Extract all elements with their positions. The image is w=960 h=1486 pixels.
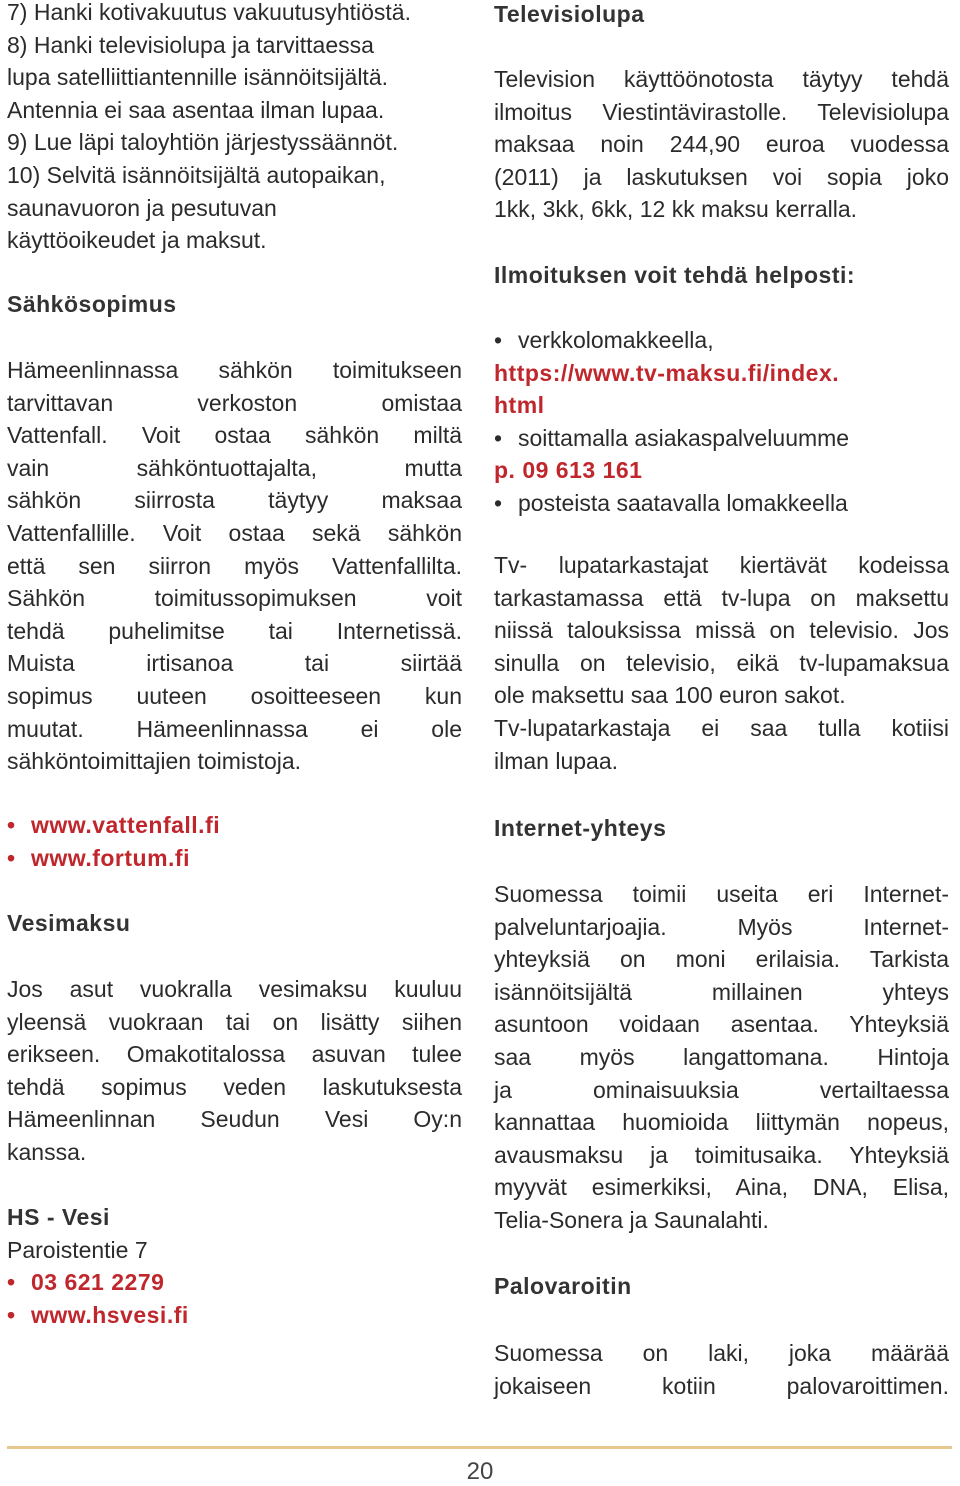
paragraph-line: tarvittavan verkoston omistaa [7,389,462,416]
fortum-link[interactable]: • www.fortum.fi [7,842,462,875]
paragraph-line: erikseen. Omakotitalossa asuvan tulee [7,1041,462,1068]
checklist-line: 10) Selvitä isännöitsijältä autopaikan, [7,161,386,188]
checklist-line: 8) Hanki televisiolupa ja tarvittaessa [7,31,374,58]
paragraph-line: ilmoitus Viestintävirastolle. Televisiolupa [494,98,949,125]
paragraph-line: sinulla on televisio, eikä tv-lupamaksua [494,649,949,676]
paragraph-line: palveluntarjoajia. Myös Internet- [494,913,949,940]
checklist-line: saunavuoron ja pesutuvan [7,194,277,221]
list-item: • verkkolomakkeella, [494,324,949,357]
paragraph-line: myyvät esimerkiksi, Aina, DNA, Elisa, [494,1174,949,1201]
palovaroitin-text [494,1337,949,1402]
hsvesi-contact [7,1201,462,1331]
paragraph-line: sähkön siirrosta täytyy maksaa [7,487,462,514]
hsvesi-web-link[interactable]: • www.hsvesi.fi [7,1299,462,1332]
paragraph-line: Muista irtisanoa tai siirtää [7,650,462,677]
paragraph-line: asuntoon voidaan asentaa. Yhteyksiä [494,1011,949,1038]
vattenfall-link[interactable]: • www.vattenfall.fi [7,809,462,842]
paragraph-line: yleensä vuokraan tai on lisätty siihen [7,1008,462,1035]
sahkosopimus-heading: Sähkösopimus [7,291,177,317]
paragraph-line: kanssa. [7,1138,87,1165]
footer-rule [7,1446,952,1449]
paragraph-line: (2011) ja laskutuksen voi sopia joko [494,163,949,190]
paragraph-line: Jos asut vuokralla vesimaksu kuuluu [7,976,462,1002]
paragraph-line: Tv- lupatarkastajat kiertävät kodeissa [494,552,949,578]
paragraph-line: Suomessa on laki, joka määrää [494,1340,949,1366]
internet-heading: Internet-yhteys [494,815,667,841]
hsvesi-phone[interactable]: • 03 621 2279 [7,1266,462,1299]
paragraph-line: ilman lupaa. [494,747,619,774]
paragraph-line: Sähkön toimitussopimuksen voit [7,585,462,612]
checklist-line: 9) Lue läpi taloyhtiön järjestyssäännöt. [7,129,399,156]
televisiolupa-heading: Televisiolupa [494,1,645,27]
paragraph-line: ole maksettu saa 100 euron sakot. [494,682,846,709]
paragraph-line: Telia-Sonera ja Saunalahti. [494,1206,769,1233]
checklist-line: Antennia ei saa asentaa ilman lupaa. [7,96,385,123]
customer-service-phone[interactable]: p. 09 613 161 [494,457,643,484]
paragraph-line: tehdä sopimus veden laskutuksesta [7,1073,462,1100]
paragraph-line: isännöitsijältä millainen yhteys [494,978,949,1005]
paragraph-line: niissä talouksissa missä on televisio. Jos [494,617,949,644]
paragraph-line: Vattenfall. Voit ostaa sähkön miltä [7,422,462,449]
paragraph-line: maksaa noin 244,90 euroa vuodessa [494,131,949,158]
sahkosopimus-text [7,354,462,778]
paragraph-line: sopimus uuteen osoitteeseen kun [7,682,462,709]
list-item: • soittamalla asiakaspalveluumme [494,422,949,455]
televisiolupa-text [494,63,949,226]
hsvesi-address: Paroistentie 7 [7,1236,148,1263]
paragraph-line: Hämeenlinnan Seudun Vesi Oy:n [7,1106,462,1133]
sahko-links [7,809,462,874]
paragraph-line: vain sähköntuottajalta, mutta [7,454,462,481]
paragraph-line: Tv-lupatarkastaja ei saa tulla kotiisi [494,714,949,741]
tv-maksu-link[interactable]: https://www.tv-maksu.fi/index. [494,359,840,386]
paragraph-line: Hämeenlinnassa sähkön toimitukseen [7,357,462,383]
vesimaksu-text [7,973,462,1169]
tarkastaja-text [494,549,949,777]
checklist-line: käyttöoikeudet ja maksut. [7,227,267,254]
paragraph-line: että sen siirron myös Vattenfallilta. [7,552,462,579]
paragraph-line: sähköntoimittajien toimistoja. [7,748,302,775]
paragraph-line: Vattenfallille. Voit ostaa sekä sähkön [7,519,462,546]
vesimaksu-heading: Vesimaksu [7,910,131,936]
hsvesi-name: HS - Vesi [7,1204,110,1230]
paragraph-line: muutat. Hämeenlinnassa ei ole [7,715,462,742]
ilmoitus-list [494,324,949,520]
paragraph-line: tarkastamassa että tv-lupa on maksettu [494,584,949,611]
internet-text [494,878,949,1237]
checklist-line: lupa satelliittiantennille isännöitsijältä. [7,64,389,91]
ilmoitus-heading: Ilmoituksen voit tehdä helposti: [494,262,856,288]
paragraph-line: avausmaksu ja toimitusaika. Yhteyksiä [494,1141,949,1168]
list-item: • posteista saatavalla lomakkeella [494,487,949,520]
palovaroitin-heading: Palovaroitin [494,1273,632,1299]
paragraph-line: Suomessa toimii useita eri Internet- [494,881,949,907]
tv-maksu-link-cont[interactable]: html [494,392,545,419]
paragraph-line: Television käyttöönotosta täytyy tehdä [494,66,949,92]
paragraph-line: saa myös langattomana. Hintoja [494,1043,949,1070]
page-number: 20 [466,1458,494,1485]
checklist-line: 7) Hanki kotivakuutus vakuutusyhtiöstä. [7,0,411,25]
paragraph-line: ja ominaisuuksia vertailtaessa [494,1076,949,1103]
checklist [7,0,462,257]
paragraph-line: jokaiseen kotiin palovaroittimen. [494,1372,949,1399]
paragraph-line: kannattaa huomioida liittymän nopeus, [494,1109,949,1136]
paragraph-line: yhteyksiä on moni erilaisia. Tarkista [494,946,949,973]
paragraph-line: 1kk, 3kk, 6kk, 12 kk maksu kerralla. [494,196,858,223]
paragraph-line: tehdä puhelimitse tai Internetissä. [7,617,462,644]
